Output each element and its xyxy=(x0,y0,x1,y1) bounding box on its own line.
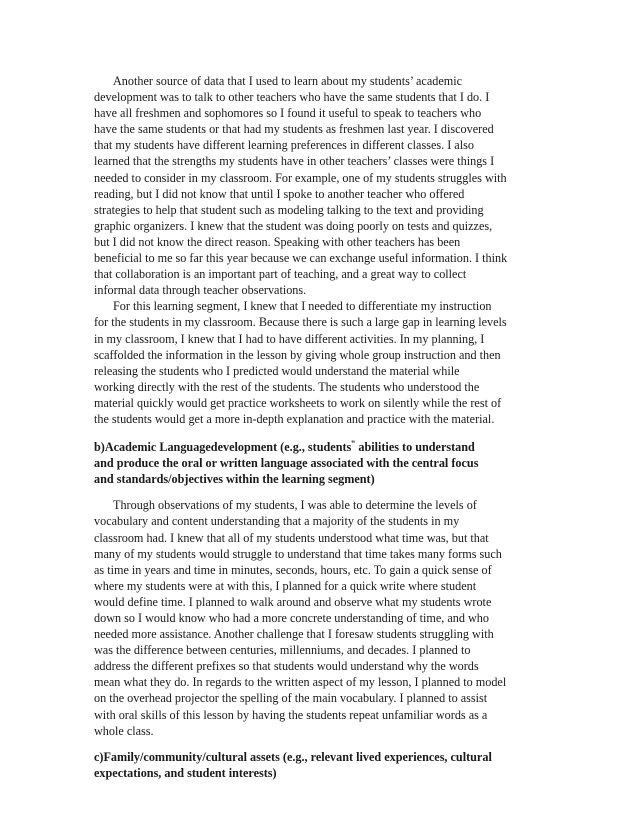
text-line: working directly with the rest of the students. The students who understood the xyxy=(94,379,480,394)
text-line: have the same students or that had my students as freshmen last year. I discovered xyxy=(94,122,494,137)
text-line: releasing the students who I predicted would understand the material while xyxy=(94,363,460,378)
text-line: vocabulary and content understanding that a majority of the students in my xyxy=(94,514,460,529)
text-line: that my students have different learning preferences in different classes. I also xyxy=(94,138,474,153)
text-line: down so I would know who had a more concrete understanding of time, and who xyxy=(94,611,489,625)
text-line: address the different prefixes so that students would understand why the words xyxy=(94,659,479,674)
text-line: Another source of data that I used to learn about my students’ academic xyxy=(113,74,463,88)
text-line: development was to talk to other teachers who have the same students that I do. I xyxy=(94,90,490,105)
text-line: the students would get a more in-depth explanation and practice with the material. xyxy=(94,411,495,426)
text-line: needed more assistance. Another challenge that I foresaw students struggling with xyxy=(94,627,494,642)
text-line: beneficial to me so far this year because we can exchange useful information. I think xyxy=(94,251,508,266)
text-line: strategies to help that student such as modeling talking to the text and providing xyxy=(94,202,484,217)
heading-line xyxy=(94,439,546,455)
section-heading-academic-language xyxy=(94,439,546,487)
text-line: as time in years and time in minutes, seconds, hours, etc. To gain a quick sense of xyxy=(94,562,492,577)
text-line: on the overhead projector the spelling of the main vocabulary. I planned to assist xyxy=(94,691,488,706)
paragraph-differentiation xyxy=(94,298,546,427)
paragraph-student-data-sources xyxy=(94,73,546,298)
text-line: Through observations of my students, I was able to determine the levels of xyxy=(113,498,477,513)
heading-text: b)Academic Languagedevelopment (e.g., students xyxy=(94,440,352,455)
document-body xyxy=(94,73,546,781)
text-line: reading, but I did not know that until I spoke to another teacher who offered xyxy=(94,186,465,201)
text-line: many of my students would struggle to understand that time takes many forms such xyxy=(94,546,502,561)
text-line: graphic organizers. I knew that the student was doing poorly on tests and quizzes, xyxy=(94,218,493,233)
text-line: For this learning segment, I knew that I needed to differentiate my instruction xyxy=(113,299,492,314)
text-line: needed to consider in my classroom. For example, one of my students struggles with xyxy=(94,170,507,185)
text-line: with oral skills of this lesson by having the students repeat unfamiliar words as a xyxy=(94,707,488,722)
text-line: where my students were at with this, I planned for a quick write where student xyxy=(94,578,477,593)
heading-line: and produce the oral or written language associated with the central focus xyxy=(94,456,479,471)
spacer xyxy=(94,427,546,439)
text-line: classroom had. I knew that all of my students understood what time was, but that xyxy=(94,530,489,545)
text-line: scaffolded the information in the lesson by giving whole group instruction and then xyxy=(94,347,501,362)
heading-line: c)Family/community/cultural assets (e.g., relevant lived experiences, cultural xyxy=(94,749,492,764)
heading-line: expectations, and student interests) xyxy=(94,765,277,780)
text-line: was the difference between centuries, millenniums, and decades. I planned to xyxy=(94,643,471,658)
text-line: for the students in my classroom. Because there is such a large gap in learning levels xyxy=(94,315,507,330)
heading-mark: ‟ xyxy=(351,439,356,449)
spacer xyxy=(94,739,546,749)
text-line: have all freshmen and sophomores so I found it useful to speak to teachers who xyxy=(94,106,482,121)
heading-text: abilities to understand xyxy=(355,440,475,455)
spacer xyxy=(94,487,546,497)
text-line: material quickly would get practice worksheets to work on silently while the rest of xyxy=(94,395,502,410)
text-line: but I did not know the direct reason. Speaking with other teachers has been xyxy=(94,234,461,249)
text-line: would define time. I planned to walk around and observe what my students wrote xyxy=(94,594,492,609)
text-line: informal data through teacher observations. xyxy=(94,283,307,298)
text-line: that collaboration is an important part of teaching, and a great way to collect xyxy=(94,267,467,282)
paragraph-vocabulary-observations xyxy=(94,497,546,738)
text-line: whole class. xyxy=(94,723,154,738)
heading-line: and standards/objectives within the learning segment) xyxy=(94,472,375,487)
text-line: in my classroom, I knew that I had to have different activities. In my planning, I xyxy=(94,331,485,346)
text-line: mean what they do. In regards to the written aspect of my lesson, I planned to model xyxy=(94,675,507,690)
text-line: learned that the strengths my students have in other teachers’ classes were things I xyxy=(94,154,495,169)
section-heading-family-community-assets xyxy=(94,749,546,781)
